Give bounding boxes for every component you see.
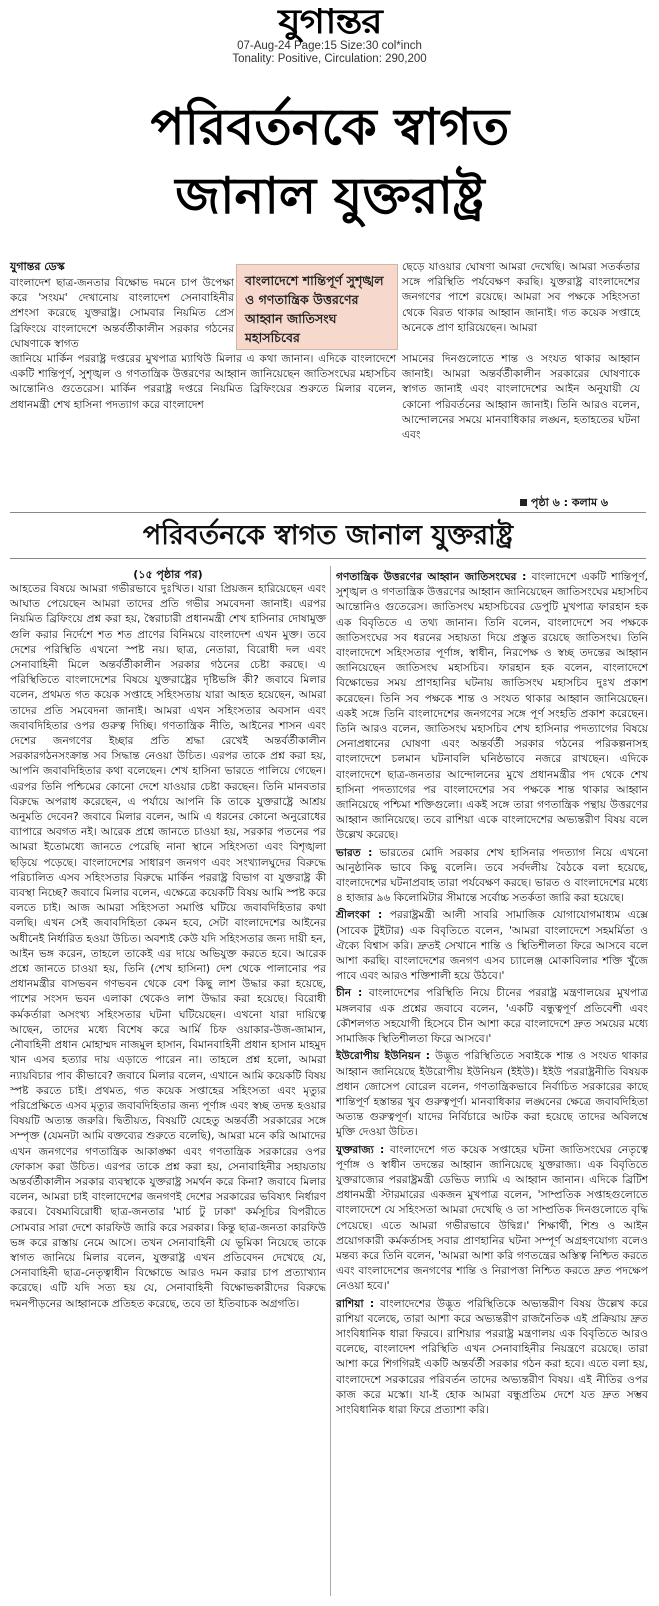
section-lead: শ্রীলংকা : xyxy=(336,909,383,922)
section-text: পররাষ্ট্রমন্ত্রী আলী সাবরি সামাজিক যোগাযোগমাধ্যম এক্সে (সাবেক টুইটার) এক বিবৃতিতে বলেন, 'আমরা বাংলাদেশে সহমর্মিতা ও ঐক্যে বিশ্বাস করি। দ্রুতই সেখানে শান্তি ও স্থিতিশীলতা ফিরে আসবে বলে আশা করছি। বাংলাদেশের জনগণ এসব চ্যালেঞ্জ মোকাবিলার শক্তি খুঁজে পাবে এবং আরও শক্তিশালী হয়ে উঠবে।' xyxy=(336,909,648,983)
masthead xyxy=(0,4,659,66)
front-left-column: বাংলাদেশ ছাত্র-জনতার বিক্ষোভ দমনে চাপ উপেক্ষা করে 'সংযম' দেখানোয় বাংলাদেশ সেনাবাহিনীর প্রশংসা করেছে যুক্তরাষ্ট্র। সোমবার নিয়মিত প্রেস ব্রিফিংয়ে বাংলাদেশে অন্তর্বর্তীকালীন সরকার গঠনের ঘোষণাকে স্বাগত xyxy=(10,277,234,350)
continued-from-label: (১৫ পৃষ্ঠার পর) xyxy=(133,568,203,581)
section-text: বাংলাদেশের পরিস্থিতি নিয়ে চীনের পররাষ্ট্র মন্ত্রণালয়ের মুখপাত্র মঙ্গলবার এক প্রশ্নের জবাবে বলেন, 'একটি বন্ধুত্বপূর্ণ প্রতিবেশী এবং কৌশলগত সহযোগী হিসেবে চীন আশা করে বাংলাদেশে দ্রুত সময়ের মধ্যে সামাজিক স্থিতিশীলতা ফিরে আসবে।' xyxy=(336,987,648,1046)
section-text: বাংলাদেশের উদ্ভূত পরিস্থিতিকে অভ্যন্তরীণ বিষয় উল্লেখ করে রাশিয়া বলেছে, তারা আশা করে অভ্যন্তরীণ রাজনৈতিক এই প্রক্রিয়ায় দ্রুত সাংবিধানিক ধারা ফিরবে। রাশিয়ার পররাষ্ট্র মন্ত্রণালয় এক বিবৃতিতে আরও বলেছে, বাংলাদেশ পরিস্থিতি এখন সেনাবাহিনীর নিয়ন্ত্রণে রয়েছে। তারা আশা করে শিগগিরই একটি অন্তর্বর্তী সরকার গঠন করা হবে। এতে বলা হয়, বাংলাদেশে সরকারের পরিবর্তন তাদের অভ্যন্তরীণ বিষয়। এই নীতির ওপর কাজ করে মস্কো। যা-ই হোক আমরা বন্ধুপ্রতিম দেশে যত দ্রুত সম্ভব সাংবিধানিক ধারা ফিরে প্রত্যাশা করি। xyxy=(336,1297,648,1416)
clip-meta-line1: 07-Aug-24 Page:15 Size:30 col*inch xyxy=(237,40,422,52)
front-right-column-bottom: সামনের দিনগুলোতে শান্ত ও সংযত থাকার আহ্বান জানাই। আমরা অন্তর্বর্তীকালীন সরকারের ঘোষণাকে স্বাগত জানাই এবং বাংলাদেশের আইন অনুযায়ী যে কোনো পরিবর্তনের আহ্বান জানাই। তিনি আরও বলেন, আন্দোলনের সময়ে মানবাধিকার লঙ্ঘন, হতাহতের ঘটনা এবং xyxy=(402,353,640,442)
pull-quote-box xyxy=(236,264,398,350)
newspaper-logo: যুগান্তর xyxy=(277,2,382,42)
clip-meta-line2: Tonality: Positive, Circulation: 290,200 xyxy=(232,53,427,65)
front-wide-column: জানিয়ে মার্কিন পররাষ্ট্র দপ্তরের মুখপাত্র ম্যাথিউ মিলার এ কথা জানান। এদিকে বাংলাদেশে একটি শান্তিপূর্ণ, সুশৃঙ্খল ও গণতান্ত্রিক উত্তরণের আহ্বান জানিয়েছেন জাতিসংঘের মহাসচিব আন্তোনিও গুতেরেস। মার্কিন পররাষ্ট্র দপ্তরে নিয়মিত ব্রিফিংয়ের শুরুতে মিলার বলেন, প্রধানমন্ত্রী শেখ হাসিনা পদত্যাগ করে বাংলাদেশ xyxy=(10,353,396,411)
section-lead: ইউরোপীয় ইউনিয়ন : xyxy=(336,1050,431,1063)
continuation-headline: পরিবর্তনকে স্বাগত জানাল যুক্তরাষ্ট্র xyxy=(142,520,514,551)
continuation-right-column xyxy=(336,570,648,1420)
pull-quote-text: বাংলাদেশে শান্তিপূর্ণ সুশৃঙ্খল ও গণতান্ত্রিক উত্তরণের আহ্বান জাতিসংঘ মহাসচিবের xyxy=(245,273,384,345)
headline-line1: পরিবর্তনকে স্বাগত xyxy=(150,98,510,156)
section-text: বাংলাদেশে একটি শান্তিপূর্ণ, সুশৃঙ্খল ও গণতান্ত্রিক উত্তরণের আহ্বান জানিয়েছেন জাতিসংঘের মহাসচিব আন্তোনিও গুতেরেস। জাতিসংঘ মহাসচিবের ডেপুটি মুখপাত্র ফারহান হক এক বিবৃতিতে এ তথ্য জানান। তিনি বলেন, বাংলাদেশে সব পক্ষকে জাতিসংঘের সব ধরনের সহায়তা দিয়ে প্রস্তুত রয়েছে জাতিসংঘ। তিনি বাংলাদেশে সহিংসতার পূর্ণাঙ্গ, স্বাধীন, নিরপেক্ষ ও স্বচ্ছ তদন্তের আহ্বান জানিয়েছেন জাতিসংঘ মহাসচিব। ফারহান হক বলেন, বাংলাদেশে বিক্ষোভের সময় প্রাণহানির ঘটনায় জাতিসংঘ মহাসচিব দুঃখ প্রকাশ করেছেন। তিনি সব পক্ষকে শান্ত ও সংযত থাকার আহ্বান জানিয়েছেন। একই সঙ্গে তিনি বাংলাদেশের জনগণের সঙ্গে পূর্ণ সংহতি প্রকাশ করেছেন। তিনি আরও বলেন, জাতিসংঘ মহাসচিব শেখ হাসিনার পদত্যাগের বিষয়ে সেনাপ্রধানের ঘোষণা এবং অন্তর্বর্তী সরকার গঠনের পরিকল্পনাসহ বাংলাদেশে চলমান ঘটনাবলি ঘনিষ্ঠভাবে নজরে রাখছেন। এদিকে বাংলাদেশে ছাত্র-জনতার আন্দোলনের মুখে প্রধানমন্ত্রীর পদ থেকে শেখ হাসিনা পদত্যাগের পর বাংলাদেশের সব পক্ষকে শান্ত থাকার আহ্বান জানিয়েছে পশ্চিমা শক্তিগুলো। একই সঙ্গে তারা গণতান্ত্রিক পন্থায় উত্তরণের আহ্বান জানিয়েছে। তবে রাশিয়া একে বাংলাদেশের অভ্যন্তরীণ বিষয় বলে উল্লেখ করেছে। xyxy=(336,571,648,842)
section-paragraph xyxy=(336,908,648,984)
jump-text: পৃষ্ঠা ৬ : কলাম ৬ xyxy=(531,496,609,509)
section-paragraph xyxy=(336,1297,648,1419)
section-paragraph xyxy=(336,846,648,907)
section-text: ভারতের মোদি সরকার শেখ হাসিনার পদত্যাগ নিয়ে এখনো আনুষ্ঠানিক ভাবে কিছু বলেনি। তবে সর্বদলীয় বৈঠকে বলা হয়েছে, বাংলাদেশের ঘটনাপ্রবাহ তারা পর্যবেক্ষণ করছে। ভারত ও বাংলাদেশের মধ্যে ৪ হাজার ৯৬ কিলোমিটার সীমান্তে সর্বোচ্চ সতর্কতা জারি করা হয়েছে। xyxy=(336,846,649,905)
headline-line2: জানাল যুক্তরাষ্ট্র xyxy=(175,167,485,225)
section-paragraph xyxy=(336,1143,648,1295)
section-lead: গণতান্ত্রিক উত্তরণের আহ্বান জাতিসংঘের : xyxy=(336,571,527,583)
column-divider xyxy=(330,566,331,1596)
section-text: উদ্ভূত পরিস্থিতিতে সবাইকে শান্ত ও সংযত থাকার আহ্বান জানিয়েছে ইউরোপীয় ইউনিয়ন (ইইউ)। ইইউ পররাষ্ট্রনীতি বিষয়ক প্রধান জোসেপ বোরেল বলেন, গণতান্ত্রিকভাবে নির্বাচিত সরকারের কাছে শান্তিপূর্ণ হস্তান্তর খুব গুরুত্বপূর্ণ। মানবাধিকার লঙ্ঘনের ক্ষেত্রে জবাবদিহিতা অত্যন্ত গুরুত্বপূর্ণ। যাদের নির্বিচারে আটক করা হয়েছে তাদের অবিলম্বে মুক্তি দেওয়া উচিত। xyxy=(336,1050,648,1139)
front-right-column-top: ছেড়ে যাওয়ার ঘোষণা আমরা দেখেছি। আমরা সতর্কতার সঙ্গে পরিস্থিতি পর্যবেক্ষণ করছি। যুক্তরাষ্ট্র বাংলাদেশের জনগণের পাশে রয়েছে। আমরা সব পক্ষকে সহিংসতা থেকে বিরত থাকার আহ্বান জানাই। গত কয়েক সপ্তাহে অনেকে প্রাণ হারিয়েছেন। আমরা xyxy=(402,261,640,334)
square-bullet-icon xyxy=(520,499,527,506)
byline: যুগান্তর ডেস্ক xyxy=(10,260,65,273)
divider xyxy=(10,558,646,559)
jump-reference xyxy=(520,494,608,513)
section-lead: যুক্তরাজ্য : xyxy=(336,1143,385,1156)
continuation-left-column: আহতের বিষয়ে আমরা গভীরভাবে দুঃখিত। যারা প্রিয়জন হারিয়েছেন এবং আঘাত পেয়েছেন আমরা তাদের প্রতি গভীর সমবেদনা জানাই। এরপর নিয়মিত ব্রিফিংয়ে প্রশ্ন করা হয়, স্বৈরাচারী প্রধানমন্ত্রী শেখ হাসিনার দোষামুক্ত গুলি করার নির্দেশে শত শত প্রাণের বিনিময়ে বাংলাদেশ এখন মুক্ত। তবে দেশের পরিস্থিতি এখনো স্পষ্ট নয়। ছাত্র, নেতারা, বিরোধী দল এবং সেনাবাহিনী মিলে অন্তর্বর্তীকালীন সরকার গঠনের চেষ্টা করছে। এ পরিস্থিতিতে বাংলাদেশের বিষয়ে যুক্তরাষ্ট্রের দৃষ্টিভঙ্গি কী? জবাবে মিলার বলেন, প্রথমত গত কয়েক সপ্তাহে সহিংসতায় যারা আহত হয়েছেন, আমরা তাদের প্রতি সমবেদনা জানাই। আমরা এখন সহিংসতার অবসান এবং জবাবদিহিতার ওপর গুরুত্ব দিচ্ছি। গণতান্ত্রিক নীতি, আইনের শাসন এবং দেশের জনগণের ইচ্ছার প্রতি শ্রদ্ধা রেখেই অন্তর্বর্তীকালীন সরকারগঠনসংক্রান্ত সব সিদ্ধান্ত নেওয়া উচিত। এরপর তাকে প্রশ্ন করা হয়, আপনি জবাবদিহিতার কথা বলেছেন। শেখ হাসিনা ভারতে পালিয়ে গেছেন। এরপর তিনি পশ্চিমের কোনো দেশে যাওয়ার চেষ্টা করছেন। তিনি মানবতার বিরুদ্ধে অপরাধ করেছেন, এ পর্যায়ে আপনি কি তাকে যুক্তরাষ্ট্রে আশ্রয় অনুমতি দেবেন? জবাবে মিলার বলেন, আমি এ ধরনের কোনো অনুরোধের ব্যাপারে অবগত নই। আরেক প্রশ্নে জানতে চাওয়া হয়, সরকার পতনের পর আমরা ইতোমধ্যে জানতে পেরেছি নানা স্থানে সহিংসতা এবং বিশৃঙ্খলা ছড়িয়ে পড়েছে। বাংলাদেশের সাধারণ জনগণ এবং সংখ্যালঘুদের বিরুদ্ধে পরিচালিত এসব সহিংসতার বিরুদ্ধে মার্কিন পররাষ্ট্র বিভাগ বা যুক্তরাষ্ট্র কী ব্যবস্থা নিচ্ছে? জবাবে মিলার বলেন, এক্ষেত্রে কয়েকটি বিষয় আমি স্পষ্ট করে বলতে চাই। আজ আমরা সহিংসতা সমাপ্তি ঘটিয়ে জবাবদিহিতার কথা বলছি। এখন সেই জবাবদিহিতা কেমন হবে, সেটা বাংলাদেশের আইনের অধীনেই নির্ধারিত হওয়া উচিত। অবশ্যই কেউ যদি সহিংসতার জন্য দায়ী হন, আইন ভঙ্গ করেন, তাহলে তাকেই এর দায়ে অভিযুক্ত করতে হবে। আরেক প্রশ্নে জানতে চাওয়া হয়, তিনি (শেখ হাসিনা) দেশ থেকে পালানোর পর প্রধানমন্ত্রীর বাসভবন গণভবন থেকে বেশ কিছু লাশ উদ্ধার করা হয়েছে, পাশের সংসদ ভবন এলাকা থেকেও লাশ উদ্ধার করা হয়েছে। বিরোধী কর্মকর্তারা অসংখ্য সহিংসতার ঘটনা ঘটিয়েছেন। এখনো যারা দায়িত্বে আছেন, তাদের মধ্যে বিশেষ করে আর্মি চিফ ওয়াকার-উজ-জামান, নৌবাহিনী প্রধান মোহাম্মদ নাজমুল হাসান, বিমানবাহিনী প্রধান হাসান মাহমুদ খান এসব হত্যার দায় এড়াতে পারেন না। তাহলে প্রশ্ন হলো, আমরা ন্যায়বিচার পাব কীভাবে? জবাবে মিলার বলেন, এখানে আমি কয়েকটি বিষয় স্পষ্ট করতে চাই। প্রথমত, গত কয়েক সপ্তাহের সহিংসতা এবং মৃত্যুর পরিপ্রেক্ষিতে এসব মৃত্যুর জবাবদিহিতার জন্য পূর্ণাঙ্গ এবং স্বচ্ছ তদন্ত হওয়ার বিষয়টি অত্যন্ত জরুরি। দ্বিতীয়ত, বিষয়টি যেহেতু অন্তর্বর্তী সরকারের সঙ্গে সম্পৃক্ত (যেমনটা আমি বক্তব্যের শুরুতে বলেছি), আমরা মনে করি আমাদের এখন জনগণের গণতান্ত্রিক আকাঙ্ক্ষা এবং গণতান্ত্রিক সরকারের ওপর ফোকাস করা উচিত। এরপর তাকে প্রশ্ন করা হয়, সেনাবাহিনীর সহায়তায় অন্তর্বর্তীকালীন সরকার ব্যবস্থাকে যুক্তরাষ্ট্র সমর্থন করে কিনা? জবাবে মিলার বলেন, আমরা চাই বাংলাদেশের জনগণই দেশের সরকারের ভবিষ্যৎ নির্ধারণ করবে। বৈষম্যবিরোধী ছাত্র-জনতার 'মার্চ টু ঢাকা' কর্মসূচির বিপরীতে সোমবার সারা দেশে কারফিউ জারি করে সরকার। কিন্তু ছাত্র-জনতা কারফিউ ভঙ্গ করে রাস্তায় নেমে আসে। তখন সেনাবাহিনী যে ভূমিকা নিয়েছে তাকে স্বাগত জানিয়ে মিলার বলেন, যুক্তরাষ্ট্র এখন প্রতিবেদন দেখেছে যে, সেনাবাহিনী ছাত্র-নেতৃত্বাধীন বিক্ষোভে আরও দমন করার চাপ প্রত্যাখ্যান করেছে। এটি যদি সত্য হয় যে, সেনাবাহিনী বিক্ষোভকারীদের বিরুদ্ধে দমনপীড়নের আহ্বানকে প্রতিহত করেছে, তবে তা ইতিবাচক অগ্রগতি। xyxy=(10,583,326,1310)
section-lead: চীন : xyxy=(336,987,363,1000)
section-text: বাংলাদেশে গত কয়েক সপ্তাহের ঘটনা জাতিসংঘের নেতৃত্বে পূর্ণাঙ্গ ও স্বাধীন তদন্তের আহ্বান জানিয়েছে যুক্তরাজ্য। এক বিবৃতিতে যুক্তরাজ্যের পররাষ্ট্রমন্ত্রী ডেভিড ল্যামি এ আহ্বান জানান। এদিকে ব্রিটিশ প্রধানমন্ত্রী স্টারমারের একজন মুখপাত্র বলেন, 'সাম্প্রতিক সপ্তাহগুলোতে বাংলাদেশে যে সহিংসতা আমরা দেখেছি ও তা সাম্প্রতিক দিনগুলোতে বৃদ্ধি পেয়েছে। এতে আমরা গভীরভাবে উদ্বিগ্ন।' শিক্ষার্থী, শিশু ও আইন প্রয়োগকারী কর্মকর্তাসহ সবার প্রাণহানির ঘটনা সম্পূর্ণ অগ্রহণযোগ্য বলেও মন্তব্য করে তিনি বলেন, 'আমরা আশা করি গণতন্ত্রের অস্তিত্ব নিশ্চিত করতে এবং বাংলাদেশের জনগণের শান্তি ও নিরাপত্তা নিশ্চিত করতে দ্রুত পদক্ষেপ নেওয়া হবে।' xyxy=(336,1143,648,1293)
section-lead: ভারত : xyxy=(336,846,373,859)
divider xyxy=(10,512,646,513)
section-paragraph xyxy=(336,986,648,1047)
section-paragraph xyxy=(336,1049,648,1140)
section-lead: রাশিয়া : xyxy=(336,1297,375,1310)
section-paragraph xyxy=(336,570,648,844)
